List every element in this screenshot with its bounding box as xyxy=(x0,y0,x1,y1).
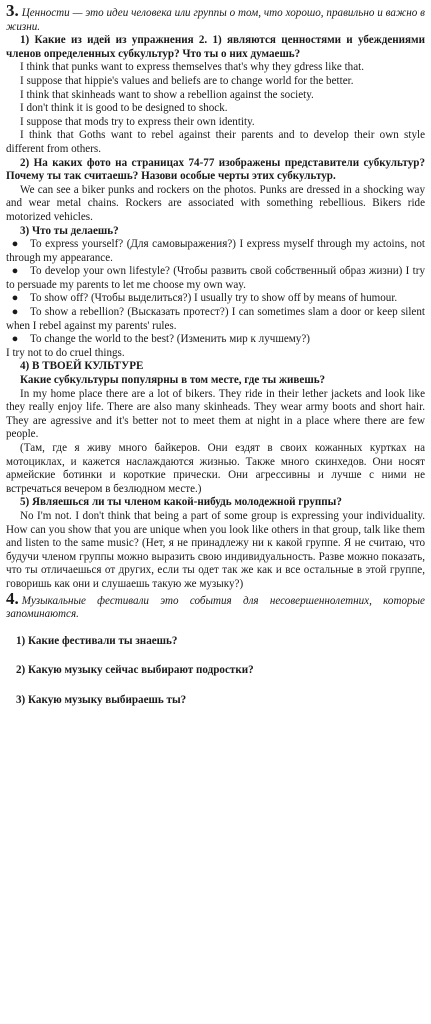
question-5: 5) Являешься ли ты членом какой-нибудь молодежной группы? xyxy=(20,496,342,509)
bullet-item xyxy=(6,333,425,347)
exercise-3-number: 3. xyxy=(6,1,19,20)
exercise-3-intro: Ценности — это идеи человека или группы о том, что хорошо, правильно и важно в жизни. xyxy=(6,7,425,33)
exercise-4-question: 2) Какую музыку сейчас выбирают подростки? xyxy=(16,664,254,677)
bullet-text: To show off? (Чтобы выделиться?) I usually try to show off by means of humour. xyxy=(30,292,398,305)
question-1: 1) Какие из идей из упражнения 2. 1) являются ценностями и убеждениями членов определенных субкультур? Что ты о них думаешь? xyxy=(6,34,425,60)
bullet-icon: ● xyxy=(11,238,19,251)
exercise-4-intro: Музыкальные фестивали это события для несовершеннолетних, которые запоминаются. xyxy=(6,594,425,621)
question-3: 3) Что ты делаешь? xyxy=(20,224,119,237)
exercise-4-number: 4. xyxy=(6,588,19,608)
bullet-text: To change the world to the best? (Изменить мир к лучшему?) xyxy=(30,333,310,346)
exercise-4-question: 1) Какие фестивали ты знаешь? xyxy=(16,634,178,647)
bullet-item xyxy=(6,306,425,333)
bullet-icon: ● xyxy=(11,333,19,346)
spacer xyxy=(6,678,425,694)
spacer xyxy=(6,622,425,635)
answer-1-line: I think that Goths want to rebel against their parents and to develop their own style different from others. xyxy=(6,129,425,155)
exercise-4-question: 3) Какую музыку выбираешь ты? xyxy=(16,693,187,706)
question-4: 4) В ТВОЕЙ КУЛЬТУРЕ xyxy=(20,360,144,373)
answer-1-line: I don't think it is good to be designed to shock. xyxy=(20,102,228,115)
answer-1-line: I think that skinheads want to show a rebellion against the society. xyxy=(20,88,314,101)
answer-1-line: I think that punks want to express themselves that's why they gdress like that. xyxy=(20,61,364,74)
bullet-item xyxy=(6,292,425,306)
question-2: 2) На каких фото на страницах 74-77 изображены представители субкультур? Почему ты так считаешь? Назови особые черты этих субкультур. xyxy=(6,156,425,183)
exercise-4-heading xyxy=(6,588,425,622)
bullet-icon: ● xyxy=(11,265,19,278)
spacer xyxy=(6,648,425,664)
bullet-text: To express yourself? (Для самовыражения?) I express myself through my actoins, not through my appearance. xyxy=(6,238,425,264)
bullet-icon: ● xyxy=(11,306,19,319)
answer-5: No I'm not. I don't think that being a part of some group is expressing your individuality. How can you show that you are unique when you look like others in that group, talk like them and listen to the same music? (Нет, я не принадлежу ни к какой группе. Я не считаю, что будучи членом группы можно выразить свою индивидуальность. Разве можно показать, что ты отличаешься от других, если ты одет так же как и все остальные в этой группе, говоришь как они и слушаешь такую же музыку?) xyxy=(6,509,425,590)
bullet-icon: ● xyxy=(11,292,19,305)
answer-4-russian: (Там, где я живу много байкеров. Они ездят в своих кожанных куртках на мотоциклах, и кажется наслаждаются жизнью. Также много скинхедов. Они носят армейские ботинки и короткие прически. Они агрессивны и лучше с ними не встречаться вечером в безлюдном месте.) xyxy=(6,442,425,495)
bullet-item xyxy=(6,265,425,292)
question-4-subquestion: Какие субкультуры популярны в том месте, где ты живешь? xyxy=(20,374,326,387)
answer-4-english: In my home place there are a lot of bikers. They ride in their lether jackets and look like they really enjoy life. There are also many skinheads. They wear army boots and short hair. They are agressive and it's better not to meet them at night in a place where there are few people. xyxy=(6,387,425,441)
exercise-3-heading xyxy=(6,1,425,34)
answer-2: We can see a biker punks and rockers on the photos. Punks are dressed in a shocking way and wear metal chains. Rockers are associated with something rebellious. Bikers ride motorized vehicles. xyxy=(6,183,425,223)
bullet-text: To develop your own lifestyle? (Чтобы развить свой собственный образ жизни) I try to persuade my parents to let me choose my own way. xyxy=(6,265,425,291)
bullet-continuation: I try not to do cruel things. xyxy=(6,346,125,359)
bullet-item xyxy=(6,238,425,265)
bullet-text: To show a rebellion? (Высказать протест?) I can sometimes slam a door or keep silent when I rebel against my parents' rules. xyxy=(6,306,425,332)
answer-1-line: I suppose that mods try to express their own identity. xyxy=(20,115,255,128)
answer-1-line: I suppose that hippie's values and beliefs are to change world for the better. xyxy=(20,74,354,87)
